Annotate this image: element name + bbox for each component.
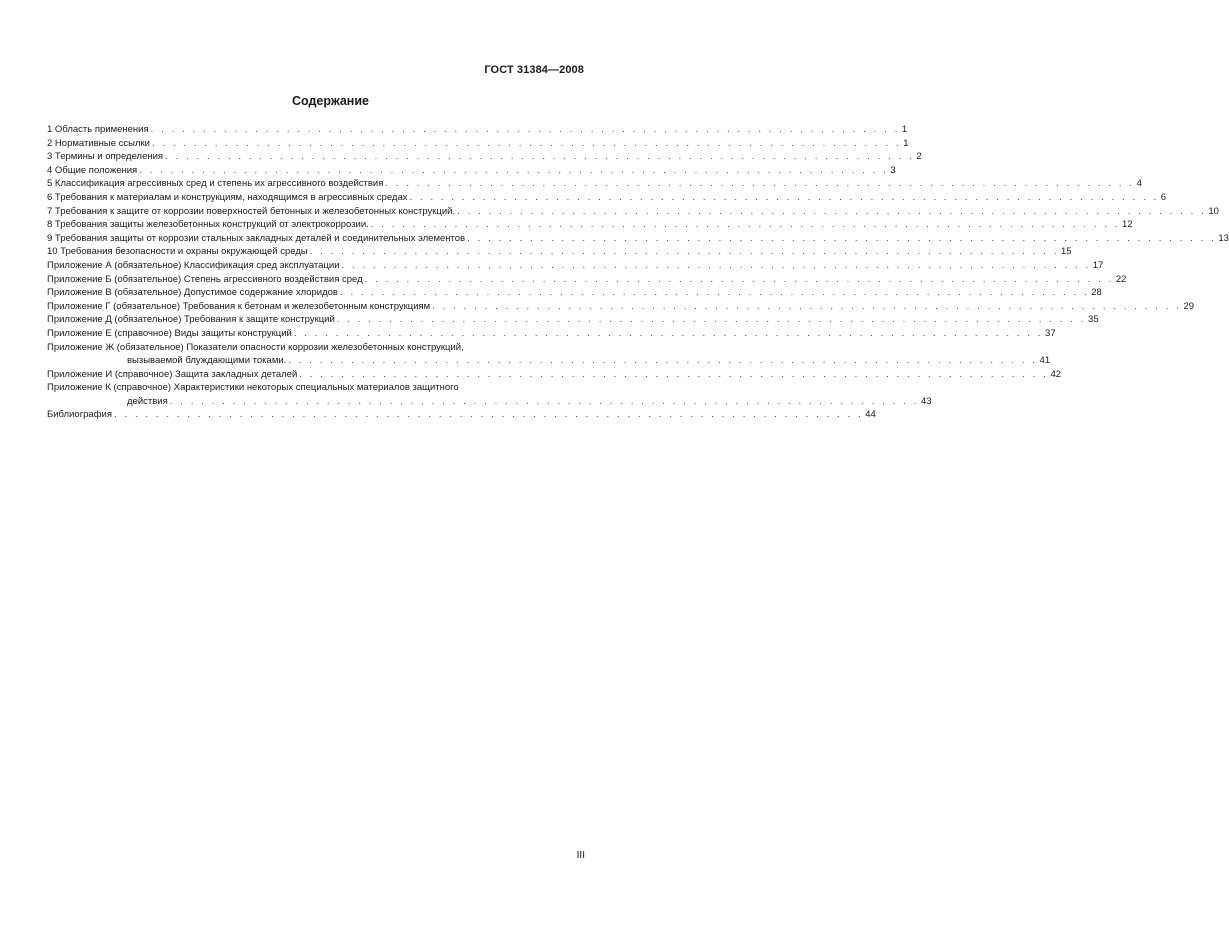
toc-entry-page: 6 [1160, 191, 1167, 203]
toc-leader-dots: . . . . . . . . . . . . . . . . . . . . . . . . . . . . . . . . . . . . . . . . . . . . . . . . . . . . . . . . . . . . . . . . . . . . . . . . [114, 409, 864, 421]
toc-entry-text: Приложение Д (обязательное) Требования к защите конструкций [47, 314, 335, 326]
toc-leader-dots: . . . . . . . . . . . . . . . . . . . . . . . . . . . . . . . . . . . . . . . . . . . . . . . . . . . . . . . . . . . . . . . . . . . . . . . . [336, 314, 1087, 326]
toc-entry-page: 1 [901, 124, 908, 135]
toc-entry-text: 3 Термины и определения [47, 151, 164, 163]
page-number: III [576, 850, 585, 861]
toc-entry-page: 41 [1039, 355, 1051, 367]
toc-entry-page: 3 [890, 164, 896, 176]
toc-entry-text-continued: действия [127, 395, 168, 407]
toc-entry-bibliography[interactable] [47, 408, 876, 422]
toc-entry-text: 8 Требования защиты железобетонных конструкций от электрокоррозии. [47, 219, 369, 231]
toc-leader-dots: . . . . . . . . . . . . . . . . . . . . . . . . . . . . . . . . . . . . . . . . . . . . . . . . . . . . . . . . . . . . . . . . . . . . . . . . [457, 205, 1207, 217]
toc-entry[interactable] [47, 123, 908, 137]
toc-leader-dots: . . . . . . . . . . . . . . . . . . . . . . . . . . . . . . . . . . . . . . . . . . . . . . . . . . . . . . . . . . . . . . . . . . . . . . . . [139, 164, 889, 176]
toc-leader-dots: . . . . . . . . . . . . . . . . . . . . . . . . . . . . . . . . . . . . . . . . . . . . . . . . . . . . . . . . . . . . . . . . . . . . . . . . [432, 300, 1182, 312]
toc-entry-text: 2 Нормативные ссылки [47, 137, 150, 149]
toc-leader-dots: . . . . . . . . . . . . . . . . . . . . . . . . . . . . . . . . . . . . . . . . . . . . . . . . . . . . . . . . . . . . . . . . . . . . . . . . [169, 395, 919, 407]
toc-entry-text: Приложение А (обязательное) Классификация сред эксплуатации [47, 259, 340, 271]
toc-entry-page: 2 [916, 151, 922, 163]
toc-entry[interactable] [47, 286, 1102, 300]
toc-leader-dots: . . . . . . . . . . . . . . . . . . . . . . . . . . . . . . . . . . . . . . . . . . . . . . . . . . . . . . . . . . . . . . . . . . . . . . . . [152, 137, 902, 149]
toc-entry-text: 1 Область применения [47, 124, 149, 135]
toc-entry-text: 5 Классификация агрессивных сред и степень их агрессивного воздействия [47, 178, 384, 190]
toc-leader-dots: . . . . . . . . . . . . . . . . . . . . . . . . . . . . . . . . . . . . . . . . . . . . . . . . . . . . . . . . . . . . . . . . . . . . . . . . [309, 246, 1059, 258]
toc-entry-page: 35 [1088, 314, 1099, 326]
toc-entry-text: Приложение В (обязательное) Допустимое содержание хлоридов [47, 287, 338, 299]
toc-entry[interactable] [47, 245, 1072, 259]
toc-entry-page: 1 [903, 137, 909, 149]
toc-entry-appendix-zh-line1[interactable] [47, 341, 584, 355]
document-header-code: ГОСТ 31384—2008 [484, 64, 584, 76]
toc-entry[interactable] [47, 164, 896, 178]
toc-entry-page: 29 [1183, 300, 1195, 312]
toc-entry-page: 28 [1091, 287, 1102, 299]
toc-leader-dots: . . . . . . . . . . . . . . . . . . . . . . . . . . . . . . . . . . . . . . . . . . . . . . . . . . . . . . . . . . . . . . . . . . . . . . . . [341, 259, 1091, 271]
toc-entry[interactable] [47, 137, 909, 151]
toc-entry-text: Приложение Б (обязательное) Степень агрессивного воздействия сред [47, 273, 363, 285]
toc-entry[interactable] [47, 191, 1167, 205]
toc-entry-page: 4 [1136, 178, 1142, 190]
toc-entry[interactable] [47, 205, 1219, 219]
toc-entry-text: 6 Требования к материалам и конструкциям, находящимся в агрессивных средах [47, 191, 408, 203]
toc-entry-page: 44 [865, 409, 876, 421]
toc-leader-dots: . . . . . . . . . . . . . . . . . . . . . . . . . . . . . . . . . . . . . . . . . . . . . . . . . . . . . . . . . . . . . . . . . . . . . . . . [409, 191, 1159, 203]
toc-entry-page: 43 [920, 395, 932, 407]
toc-entry-text: Приложение К (справочное) Характеристики некоторых специальных материалов защитного [47, 382, 459, 394]
toc-leader-dots: . . . . . . . . . . . . . . . . . . . . . . . . . . . . . . . . . . . . . . . . . . . . . . . . . . . . . . . . . . . . . . . . . . . . . . . . [299, 368, 1049, 380]
toc-entry-page: 13 [1218, 232, 1229, 244]
toc-entry[interactable] [47, 177, 1142, 191]
toc-entry[interactable] [47, 150, 922, 164]
table-of-contents [47, 123, 1229, 422]
toc-entry[interactable] [47, 300, 1195, 314]
toc-entry-page: 10 [1208, 205, 1219, 217]
toc-entry[interactable] [47, 273, 1127, 287]
toc-entry-page: 37 [1045, 327, 1056, 339]
toc-entry-text: 9 Требования защиты от коррозии стальных закладных деталей и соединительных элементов [47, 232, 466, 244]
toc-title: Содержание [291, 94, 369, 108]
toc-entry-text: Приложение Е (справочное) Виды защиты конструкций [47, 327, 292, 339]
toc-entry-text: Приложение Ж (обязательное) Показатели опасности коррозии железобетонных конструкций, [47, 341, 464, 353]
toc-entry-appendix-k-line2[interactable] [47, 395, 932, 409]
toc-entry[interactable] [47, 218, 1133, 232]
toc-leader-dots: . . . . . . . . . . . . . . . . . . . . . . . . . . . . . . . . . . . . . . . . . . . . . . . . . . . . . . . . . . . . . . . . . . . . . . . . [293, 327, 1044, 339]
toc-entry-page: 42 [1050, 368, 1062, 380]
toc-entry-text: Приложение И (справочное) Защита закладных деталей [47, 368, 298, 380]
toc-leader-dots: . . . . . . . . . . . . . . . . . . . . . . . . . . . . . . . . . . . . . . . . . . . . . . . . . . . . . . . . . . . . . . . . . . . . . . . . [364, 273, 1114, 285]
toc-entry-text-continued: вызываемой блуждающими токами. [127, 355, 287, 367]
toc-entry-text: 10 Требования безопасности и охраны окружающей среды [47, 246, 308, 258]
toc-entry[interactable] [47, 259, 1104, 273]
toc-leader-dots: . . . . . . . . . . . . . . . . . . . . . . . . . . . . . . . . . . . . . . . . . . . . . . . . . . . . . . . . . . . . . . . . . . . . . . . . [339, 287, 1090, 299]
toc-entry-text: Приложение Г (обязательное) Требования к бетонам и железобетонным конструкциям [47, 300, 431, 312]
toc-entry-text: 4 Общие положения [47, 164, 138, 176]
toc-entry[interactable] [47, 327, 1056, 341]
toc-leader-dots: . . . . . . . . . . . . . . . . . . . . . . . . . . . . . . . . . . . . . . . . . . . . . . . . . . . . . . . . . . . . . . . . . . . . . . . . [288, 355, 1038, 367]
toc-leader-dots: . . . . . . . . . . . . . . . . . . . . . . . . . . . . . . . . . . . . . . . . . . . . . . . . . . . . . . . . . . . . . . . . . . . . . . . . [370, 219, 1121, 231]
toc-entry-text: 7 Требования к защите от коррозии поверхностей бетонных и железобетонных конструкций. [47, 205, 456, 217]
toc-leader-dots: . . . . . . . . . . . . . . . . . . . . . . . . . . . . . . . . . . . . . . . . . . . . . . . . . . . . . . . . . . . . . . . . . . . . . . . . [467, 232, 1217, 244]
toc-entry-appendix-zh-line2[interactable] [47, 354, 1051, 368]
toc-leader-dots: . . . . . . . . . . . . . . . . . . . . . . . . . . . . . . . . . . . . . . . . . . . . . . . . . . . . . . . . . . . . . . . . . . . . . . . . [385, 178, 1135, 190]
toc-entry-page: 17 [1092, 259, 1104, 271]
toc-entry[interactable] [47, 368, 1062, 382]
toc-leader-dots: . . . . . . . . . . . . . . . . . . . . . . . . . . . . . . . . . . . . . . . . . . . . . . . . . . . . . . . . . . . . . . . . . . . . . . . . [150, 124, 900, 135]
toc-entry-page: 15 [1060, 246, 1072, 258]
toc-entry-page: 12 [1122, 219, 1133, 231]
toc-entry[interactable] [47, 313, 1099, 327]
toc-leader-dots: . . . . . . . . . . . . . . . . . . . . . . . . . . . . . . . . . . . . . . . . . . . . . . . . . . . . . . . . . . . . . . . . . . . . . . . . [165, 151, 915, 163]
toc-entry-text: Библиография [47, 409, 112, 421]
toc-entry-appendix-k-line1[interactable] [47, 381, 584, 395]
toc-entry[interactable] [47, 232, 1229, 246]
toc-entry-page: 22 [1115, 273, 1127, 285]
